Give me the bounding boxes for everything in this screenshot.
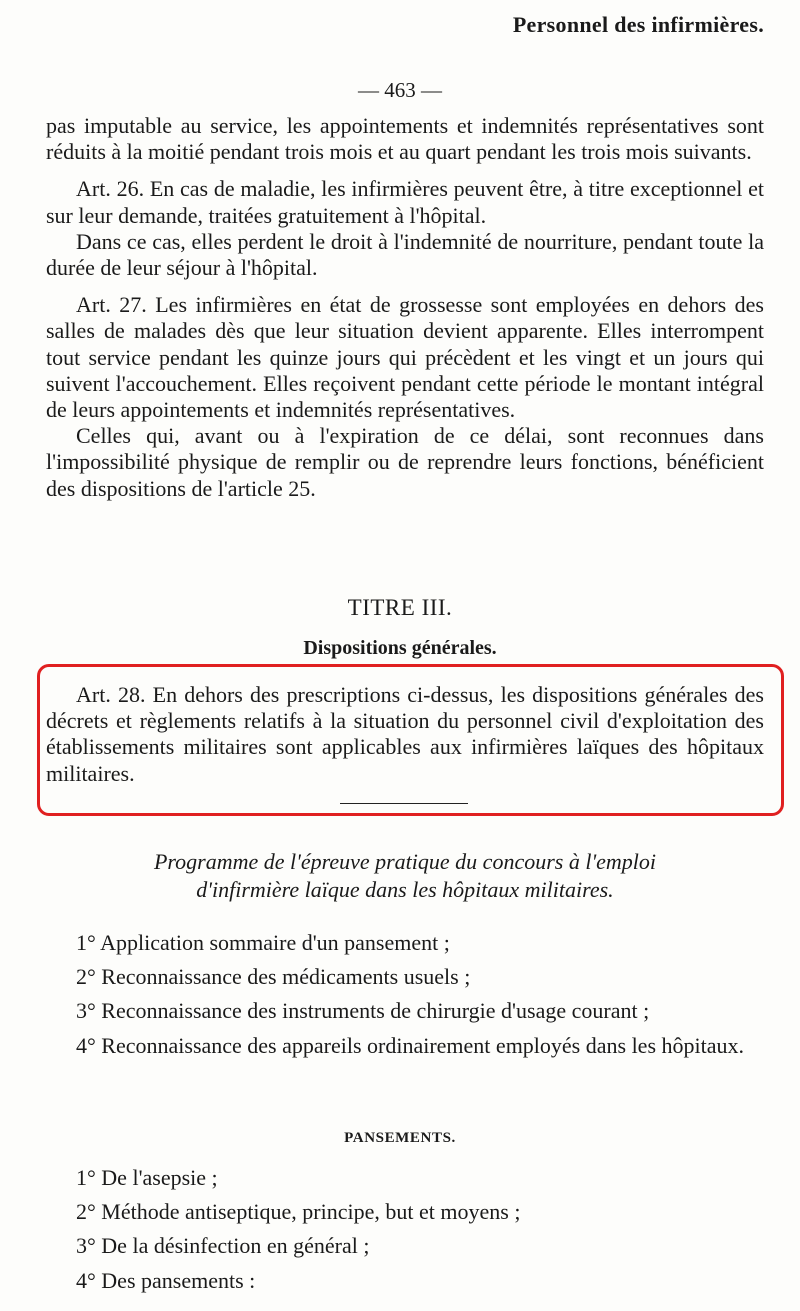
- pansements-heading: PANSEMENTS.: [344, 1130, 456, 1146]
- top-body-text: [46, 113, 764, 502]
- programme-title-line-2: d'infirmière laïque dans les hôpitaux militaires.: [196, 877, 614, 902]
- paragraph-continuation: pas imputable au service, les appointements et indemnités représentatives sont réduits à la moitié pendant trois mois et au quart pendant les trois mois suivants.: [46, 113, 764, 165]
- paragraph-article-27-continued: Celles qui, avant ou à l'expiration de ce délai, sont reconnues dans l'impossibilité physique de remplir ou de reprendre leurs fonctions, bénéficient des dispositions de l'article 25.: [46, 423, 764, 501]
- programme-title-line-1: Programme de l'épreuve pratique du concours à l'emploi: [153, 849, 657, 874]
- titre-subtitle: Dispositions générales.: [303, 637, 497, 659]
- page-number: — 463 —: [358, 78, 442, 102]
- list-item: 4° Reconnaissance des appareils ordinairement employés dans les hôpitaux.: [76, 1032, 744, 1058]
- list-item: 3° De la désinfection en général ;: [76, 1233, 370, 1259]
- list-item: 1° Application sommaire d'un pansement ;: [76, 930, 450, 955]
- list-item: 3° Reconnaissance des instruments de chirurgie d'usage courant ;: [76, 998, 650, 1024]
- programme-list: [46, 930, 764, 1067]
- paragraph-article-26: Art. 26. En cas de maladie, les infirmières peuvent être, à titre exceptionnel et sur leur demande, traitées gratuitement à l'hôpital.: [46, 176, 764, 228]
- paragraph-article-26-continued: Dans ce cas, elles perdent le droit à l'indemnité de nourriture, pendant toute la durée de leur séjour à l'hôpital.: [46, 228, 764, 281]
- list-item: 2° Reconnaissance des médicaments usuels ;: [76, 964, 471, 990]
- paragraph-article-28: Art. 28. En dehors des prescriptions ci-dessus, les dispositions générales des décrets et règlements relatifs à la situation du personnel civil d'exploitation des établissements militaires sont applicables aux infirmières laïques des hôpitaux militaires.: [46, 682, 764, 786]
- paragraph-article-27: Art. 27. Les infirmières en état de grossesse sont employées en dehors des salles de malades dès que leur situation devient apparente. Elles interrompent tout service pendant les quinze jours qui précèdent et les vingt et un jours qui suivent l'accouchement. Elles reçoivent pendant cette période le montant intégral de leurs appointements et indemnités représentatives.: [46, 292, 764, 423]
- list-item: 1° De l'asepsie ;: [76, 1165, 218, 1190]
- titre-heading: TITRE III.: [347, 595, 453, 620]
- article-28-block: [46, 682, 764, 787]
- programme-title: [40, 848, 770, 904]
- pansements-list: [46, 1165, 764, 1302]
- running-title: Personnel des infirmières.: [512, 12, 764, 37]
- list-item: 4° Des pansements :: [76, 1267, 256, 1293]
- section-divider: [340, 803, 468, 804]
- list-item: 2° Méthode antiseptique, principe, but et moyens ;: [76, 1199, 521, 1225]
